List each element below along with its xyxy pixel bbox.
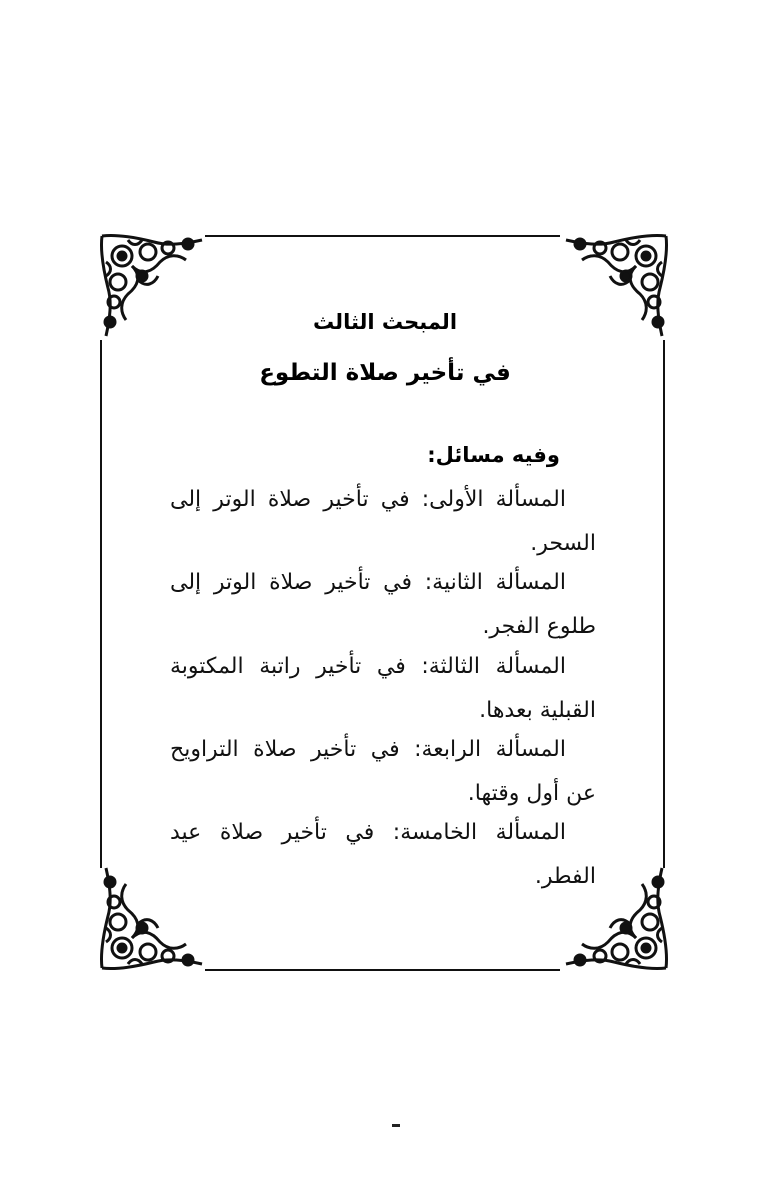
issue-line: السحر.: [530, 531, 596, 556]
issue-line: عن أول وقتها.: [467, 781, 596, 806]
issue-line: المسألة الأولى: في تأخير صلاة الوتر إلى: [170, 487, 566, 512]
page-number-mark: [392, 1124, 400, 1127]
issue-line: المسألة الثالثة: في تأخير راتبة المكتوبة: [170, 654, 566, 679]
frame-left-line: [100, 340, 102, 868]
issue-paragraph: [170, 728, 596, 816]
issue-line: القبلية بعدها.: [479, 698, 596, 723]
issue-line: طلوع الفجر.: [482, 614, 596, 639]
issue-paragraph: [170, 561, 596, 649]
issue-paragraph: [170, 478, 596, 566]
section-title: المبحث الثالث: [312, 310, 458, 334]
frame-bottom-line: [205, 969, 560, 971]
issue-line: المسألة الثانية: في تأخير صلاة الوتر إلى: [170, 570, 566, 595]
issue-line: المسألة الخامسة: في تأخير صلاة عيد: [170, 820, 566, 845]
issue-paragraph: [170, 645, 596, 733]
issue-line: المسألة الرابعة: في تأخير صلاة التراويح: [170, 737, 566, 762]
issue-paragraph: [170, 811, 596, 899]
frame-top-line: [205, 235, 560, 237]
frame-right-line: [663, 340, 665, 868]
issue-line: الفطر.: [534, 864, 596, 889]
intro-heading: وفيه مسائل:: [427, 443, 560, 467]
section-subtitle: في تأخير صلاة التطوع: [259, 360, 511, 386]
